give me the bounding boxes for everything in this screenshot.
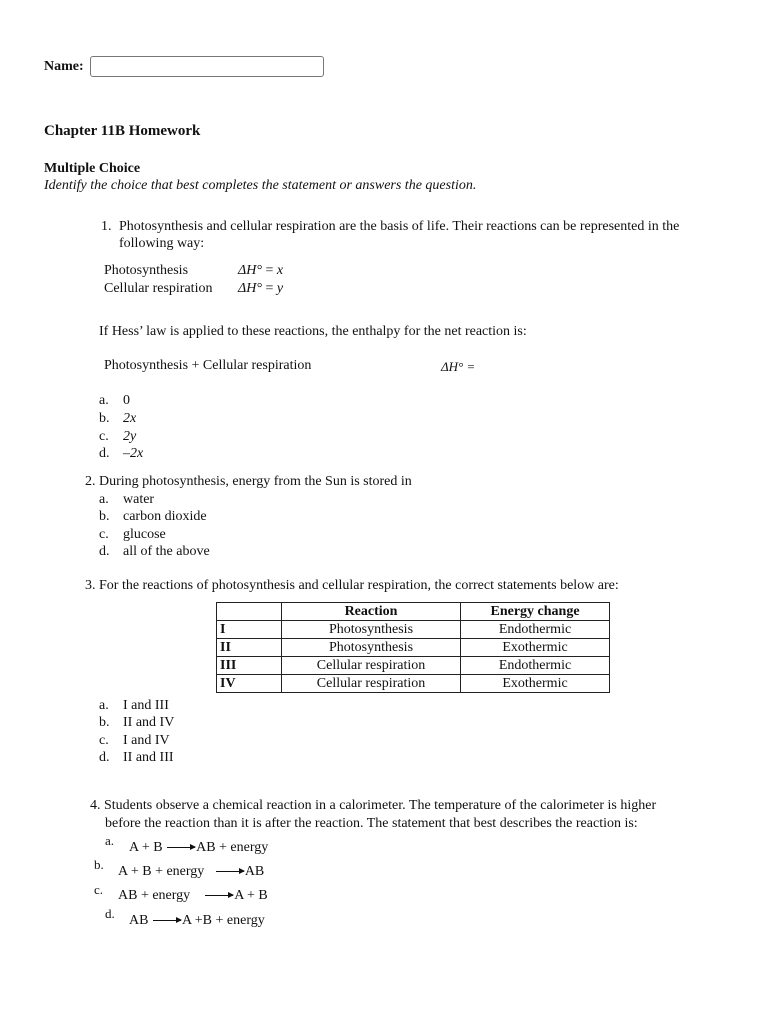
table-cell-id: II [217,639,282,657]
q1-row1-label: Photosynthesis [104,263,189,278]
q1-option-a-letter: a. [99,393,109,408]
q4-option-b-letter: b. [94,857,104,872]
q1-net-delta: ΔH° = [441,359,476,374]
q2-option-a-letter: a. [99,492,109,507]
q1-row1-delta: ΔH° [238,263,262,278]
table-cell-reaction: Photosynthesis [282,621,461,639]
q1-row2-delta: ΔH° [238,281,262,296]
table-cell-energy: Exothermic [461,639,610,657]
q4-option-a-left: A + B [129,840,163,855]
q1-option-d: –2x [123,446,144,461]
q1-row2-label: Cellular respiration [104,281,213,296]
q4-option-c-left: AB + energy [118,888,191,903]
q4-option-a-right: AB + energy [196,840,269,855]
q3-option-b: II and IV [123,715,175,730]
reaction-arrow-icon [205,895,233,896]
table-row [217,621,610,639]
q2-option-b: carbon dioxide [123,509,207,524]
table-row [217,675,610,693]
table-cell-reaction: Photosynthesis [282,639,461,657]
q4-option-c-letter: c. [94,882,104,897]
q1-row2-eq: = [261,281,277,296]
q4-option-d-left: AB [129,913,149,928]
q1-row1-eq: = [261,263,277,278]
name-label: Name: [44,59,84,74]
q3-option-c-letter: c. [99,733,109,748]
q3-option-a-letter: a. [99,698,109,713]
q4-option-a [129,839,268,856]
reaction-arrow-icon [167,847,195,848]
reaction-arrow-icon [153,920,181,921]
q1-option-b: 2x [123,411,137,426]
q2-option-c: glucose [123,527,166,542]
q1-row2-var: y [276,281,284,296]
q4-option-b [118,863,264,880]
q1-option-c-letter: c. [99,429,109,444]
q4-option-a-letter: a. [105,833,115,848]
q1-text-line1: Photosynthesis and cellular respiration are the basis of life. Their reactions can be represented in the [119,219,680,234]
q2-option-a: water [123,492,155,507]
q4-option-b-left: A + B + energy [118,864,205,879]
q4-option-d-right: A +B + energy [181,913,265,928]
q1-text-line2: following way: [119,236,205,251]
q1-row1-var: x [276,263,284,278]
q2-option-d-letter: d. [99,544,110,559]
table-cell-id: III [217,657,282,675]
reaction-arrow-icon [216,871,244,872]
section-title: Multiple Choice [44,161,141,176]
table-cell-energy: Endothermic [461,657,610,675]
table-row [217,657,610,675]
q4-option-d-letter: d. [105,906,115,921]
q1-option-a: 0 [123,393,130,408]
q4-text-line1: 4. Students observe a chemical reaction in a calorimeter. The temperature of the calorimeter is higher [90,798,657,813]
table-header-reaction: Reaction [282,603,461,621]
q1-hess-text: If Hess’ law is applied to these reactions, the enthalpy for the net reaction is: [99,324,527,339]
table-cell-energy: Exothermic [461,675,610,693]
table-cell-reaction: Cellular respiration [282,657,461,675]
q4-option-b-right: AB [244,864,265,879]
q4-option-c [118,887,268,904]
q2-text: 2. During photosynthesis, energy from the Sun is stored in [85,474,412,489]
section-instruction: Identify the choice that best completes the statement or answers the question. [44,178,477,193]
name-input[interactable] [90,56,324,77]
q3-text: 3. For the reactions of photosynthesis and cellular respiration, the correct statements below are: [85,578,619,593]
q4-option-c-right: A + B [234,888,268,903]
table-cell-id: IV [217,675,282,693]
q1-row2-enthalpy [238,280,283,297]
q1-row1-enthalpy [238,262,283,279]
table-row [217,639,610,657]
table-cell-energy: Endothermic [461,621,610,639]
table-header-row [217,603,610,621]
q1-net-reaction: Photosynthesis + Cellular respiration [104,358,312,373]
page-title: Chapter 11B Homework [44,123,201,139]
table-cell-reaction: Cellular respiration [282,675,461,693]
q4-text-line2: before the reaction than it is after the reaction. The statement that best describes the reaction is: [105,816,638,831]
energy-table [216,602,610,693]
q1-number: 1. [101,219,112,234]
q2-option-d: all of the above [123,544,210,559]
q3-option-b-letter: b. [99,715,110,730]
q2-option-b-letter: b. [99,509,110,524]
q3-option-d-letter: d. [99,750,110,765]
q1-option-b-letter: b. [99,411,110,426]
q3-option-d: II and III [123,750,174,765]
q1-option-c: 2y [123,429,137,444]
q2-option-c-letter: c. [99,527,109,542]
q3-option-a: I and III [123,698,169,713]
q3-option-c: I and IV [123,733,170,748]
table-header-blank [217,603,282,621]
table-header-energy: Energy change [461,603,610,621]
table-cell-id: I [217,621,282,639]
q1-option-d-letter: d. [99,446,110,461]
q4-option-d [129,912,265,929]
